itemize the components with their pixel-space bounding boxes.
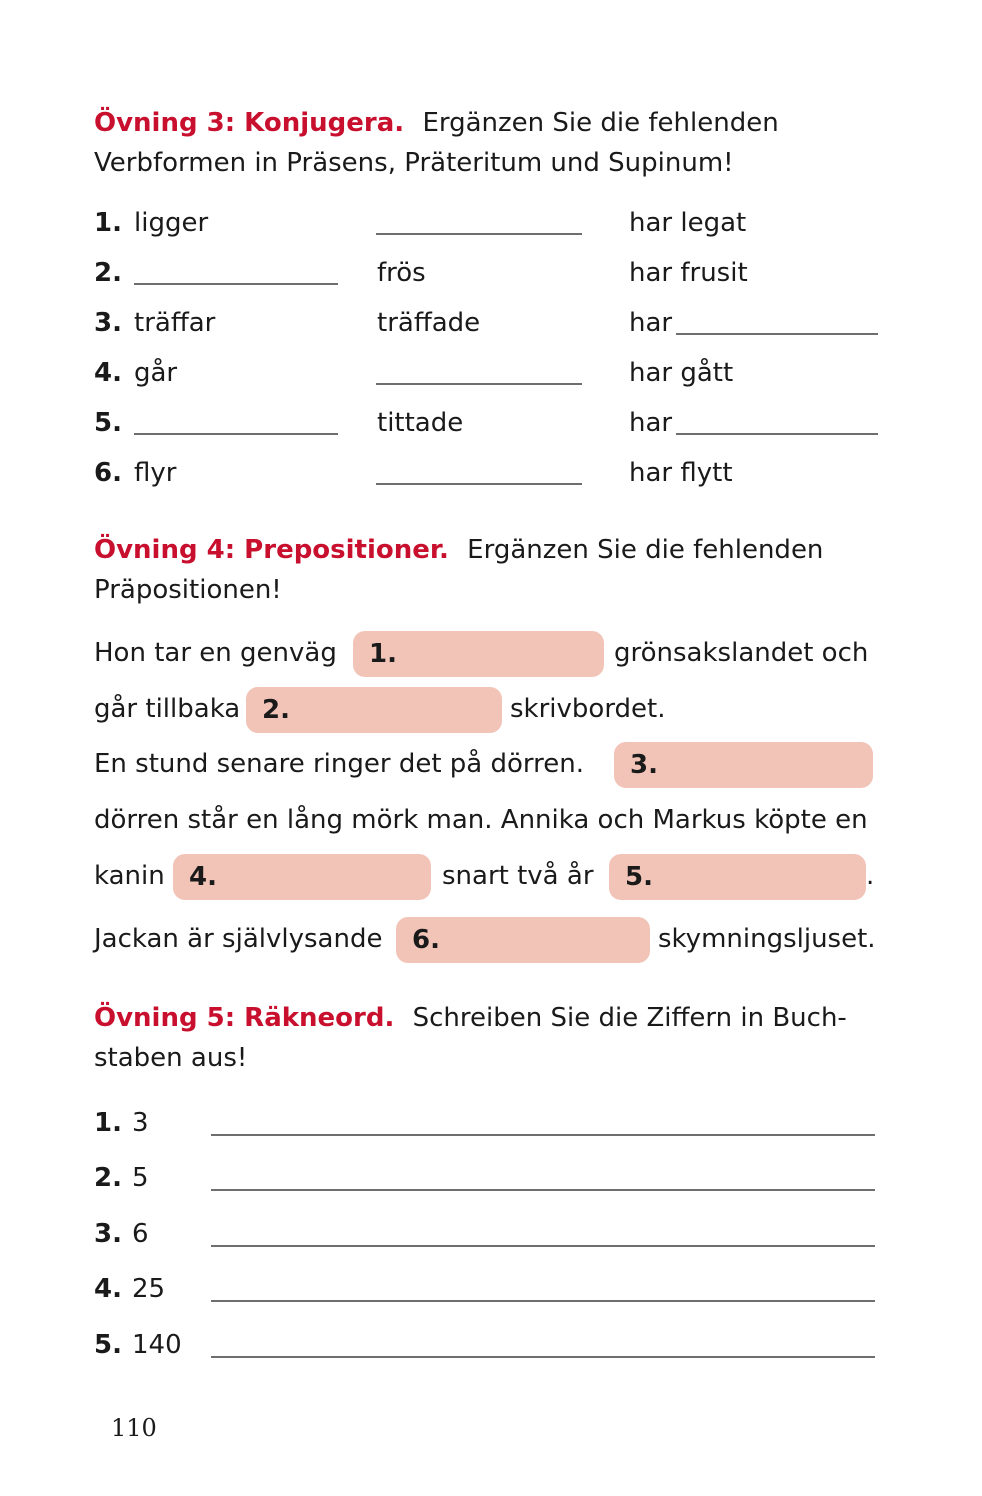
ex5-value: 140 (132, 1330, 182, 1360)
ex5-value: 5 (132, 1163, 149, 1193)
ex4-text: går tillbaka (94, 694, 241, 724)
ex4-instruction-2: Präpositionen! (94, 575, 282, 605)
ex3-present: ligger (134, 208, 209, 238)
ex3-supinum: har legat (629, 208, 747, 238)
ex3-row-num: 6. (94, 458, 122, 488)
ex5-row-num: 3. (94, 1219, 122, 1249)
ex3-row-num: 2. (94, 258, 122, 288)
ex5-row-num: 1. (94, 1108, 122, 1138)
ex4-text: En stund senare ringer det på dörren. (94, 749, 584, 779)
ex3-supinum: har (629, 408, 673, 438)
ex4-title: Övning 4: Prepositioner. (94, 535, 449, 565)
ex5-instruction-2: staben aus! (94, 1043, 248, 1073)
ex3-past: tittade (377, 408, 464, 438)
ex3-present-blank[interactable] (134, 433, 338, 435)
ex4-gap-5[interactable]: 5. (609, 854, 866, 900)
ex4-text: grönsakslandet och (614, 638, 869, 668)
ex3-instruction-1: Ergänzen Sie die fehlenden (422, 108, 779, 138)
ex3-past: frös (377, 258, 426, 288)
ex4-gap-6[interactable]: 6. (396, 917, 650, 963)
page-number: 110 (111, 1414, 157, 1442)
ex3-supinum: har gått (629, 358, 734, 388)
ex3-header (94, 108, 779, 138)
ex4-text: kanin (94, 861, 165, 891)
ex3-past-blank[interactable] (376, 233, 582, 235)
ex3-present: går (134, 358, 178, 388)
ex5-row-num: 4. (94, 1274, 122, 1304)
ex4-text: dörren står en lång mörk man. Annika och Markus köpte en (94, 805, 868, 835)
ex4-gap-3[interactable]: 3. (614, 742, 873, 788)
ex4-text: skymningsljuset. (658, 924, 876, 954)
ex4-text: Hon tar en genväg (94, 638, 337, 668)
ex5-row-num: 5. (94, 1330, 122, 1360)
ex3-present: träffar (134, 308, 216, 338)
ex3-present: flyr (134, 458, 177, 488)
ex5-value: 3 (132, 1108, 149, 1138)
ex3-supinum: har frusit (629, 258, 748, 288)
ex4-instruction-1: Ergänzen Sie die fehlenden (467, 535, 824, 565)
ex3-title: Övning 3: Konjugera. (94, 108, 405, 138)
ex3-row-num: 4. (94, 358, 122, 388)
ex3-supinum: har flytt (629, 458, 733, 488)
ex5-answer-line[interactable] (211, 1356, 875, 1358)
ex3-row-num: 3. (94, 308, 122, 338)
ex5-row-num: 2. (94, 1163, 122, 1193)
ex3-past-blank[interactable] (376, 383, 582, 385)
ex5-value: 6 (132, 1219, 149, 1249)
ex5-answer-line[interactable] (211, 1245, 875, 1247)
ex4-header (94, 535, 823, 565)
ex3-instruction-2: Verbformen in Präsens, Präteritum und Supinum! (94, 148, 734, 178)
ex3-supinum: har (629, 308, 673, 338)
ex3-supinum-blank[interactable] (676, 433, 878, 435)
ex3-present-blank[interactable] (134, 283, 338, 285)
ex3-supinum-blank[interactable] (676, 333, 878, 335)
ex4-text: skrivbordet. (510, 694, 666, 724)
ex4-gap-1[interactable]: 1. (353, 631, 604, 677)
ex3-row-num: 5. (94, 408, 122, 438)
ex4-gap-4[interactable]: 4. (173, 854, 431, 900)
ex5-answer-line[interactable] (211, 1134, 875, 1136)
ex5-answer-line[interactable] (211, 1189, 875, 1191)
ex4-text: Jackan är självlysande (94, 924, 383, 954)
ex3-row-num: 1. (94, 208, 122, 238)
ex3-past-blank[interactable] (376, 483, 582, 485)
ex5-header (94, 1003, 847, 1033)
ex5-title: Övning 5: Räkneord. (94, 1003, 395, 1033)
ex4-text: snart två år (442, 861, 594, 891)
ex5-instruction-1: Schreiben Sie die Ziffern in Buch- (412, 1003, 847, 1033)
ex3-past: träffade (377, 308, 481, 338)
ex5-value: 25 (132, 1274, 166, 1304)
ex5-answer-line[interactable] (211, 1300, 875, 1302)
ex4-gap-2[interactable]: 2. (246, 687, 502, 733)
ex4-text: . (866, 861, 875, 891)
